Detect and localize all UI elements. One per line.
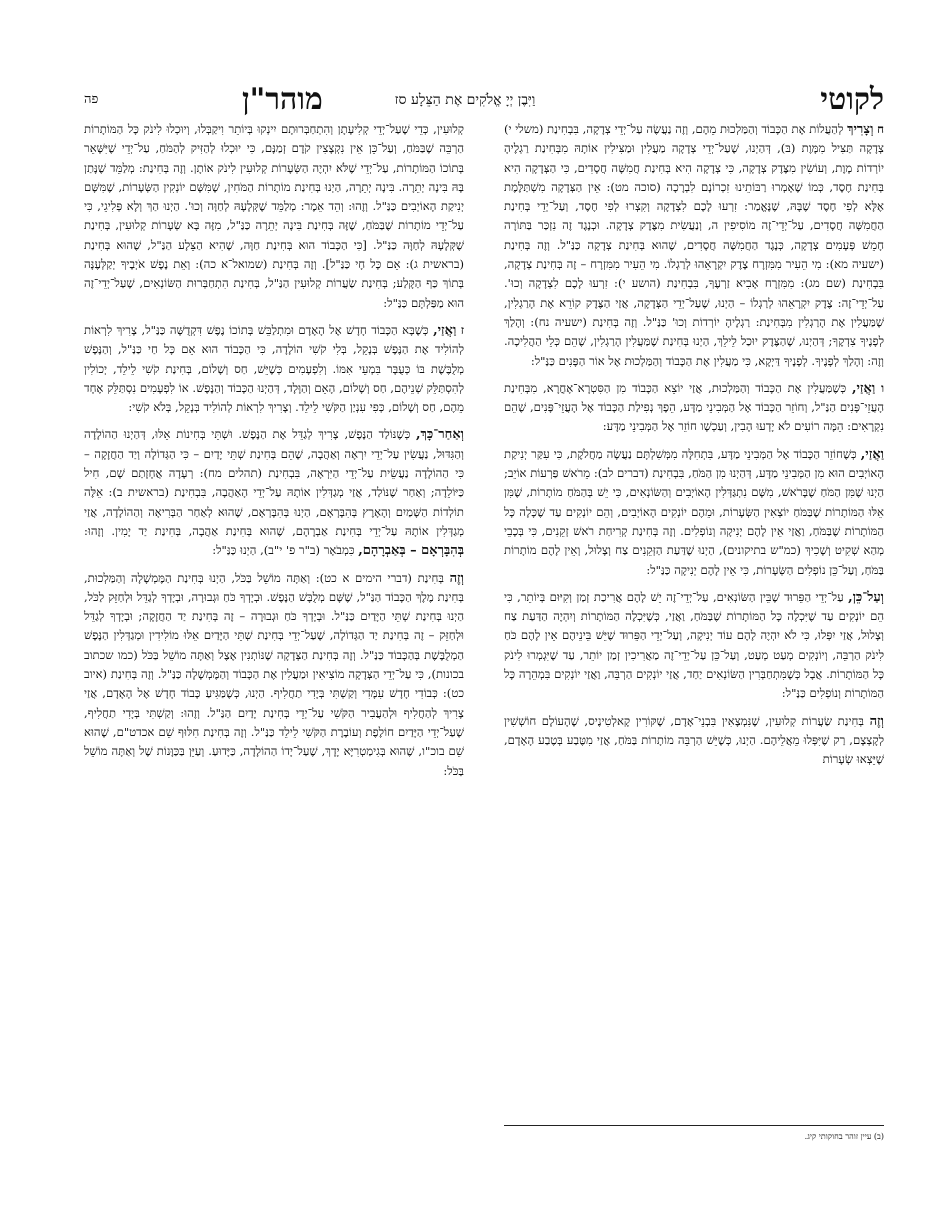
paragraph-text: כְּשֶׁמַּעֲלִין אֶת הַכָּבוֹד וְהַמַּלְכוּת, אֲזַי יוֹצֵא הַכָּבוֹד מִן הַסִּטְרָא־אָחֳרָא, מִבְּחִינַת הָעֲזֵי־פָּנִים הַנַּ"ל, וְחוֹזֵר הַכָּבוֹד אֶל הַמְּבִינֵי מַדָּע, הֵפֶךְ נְפִילַת הַכָּבוֹד אֶל הָעֲזֵי־פָּנִים, שֶׁהֵם נִקְרָאִים: הֵמָּה רוֹעִים לֹא יָדְעוּ הָבִין, וְעַכְשָׁו חוֹזֵר אֶל הַמְּבִינֵי מַדָּע: [504, 380, 884, 434]
paragraph-text: כְּשֶׁנּוֹלַד הַנֶּפֶשׁ, צָרִיךְ לְגַדֵּל אֶת הַנֶּפֶשׁ. וּשְׁתֵּי בְּחִינוֹת אֵלּוּ, דְּהַיְנוּ הַהוֹלָדָה וְהַגִּדּוּל, נַעֲשִׂין עַל־יְדֵי יִרְאָה וְאַהֲבָה, שֶׁהֵם בְּחִינַת שְׁתֵּי יָדַיִם – כִּי הַגְּדוֹלָה וְיַד הַחֲזָקָה – כִּי הַהוֹלָדָה נַעֲשֵׂית עַל־יְדֵי הַיִּרְאָה, בִּבְחִינַת (תהלים מח): רְעָדָה אֲחָזָתַם שָׁם, חִיל כַּיּוֹלֵדָה; וְאַחַר שֶׁנּוֹלַד, אֲזַי מְגַדְּלִין אוֹתָהּ עַל־יְדֵי הָאַהֲבָה, בִּבְחִינַת (בראשית ב): אֵלֶּה תוֹלְדוֹת הַשָּׁמַיִם וְהָאָרֶץ בְּהִבָּרְאָם, הַיְנוּ בְּהִבָּרְאָם, שֶׁהוּא לְאַחַר הַבְּרִיאָה וְהַהוֹלָדָה, אֲזַי מְגַדְּלִין אוֹתָהּ עַל־יְדֵי בְּחִינַת אַבְרָהָם, שֶׁהוּא בְּחִינַת אַהֲבָה, בְּחִינַת יַד יָמִין. וְזֶהוּ: [84, 427, 464, 538]
text-column-left [84, 120, 464, 1120]
running-title-moharan: מוהר"ן [242, 82, 323, 117]
paragraph-lead-word: וְזֶה [869, 713, 884, 729]
paragraph-vezeh-left [84, 569, 464, 781]
paragraph-veachar-kach [84, 425, 464, 560]
paragraph-lead-word: וְצָרִיךְ [847, 122, 874, 137]
paragraph-text-tail: כִּמְבֹאָר (ב"ר פ' י"ב), הַיְנוּ כַּנַּ"ל: [212, 543, 355, 558]
paragraph-lead-word: וְזֶה [449, 570, 464, 586]
paragraph-lead-word: וַאֲזַי, [433, 322, 457, 338]
paragraph-lead-word: וַאֲזַי, [860, 446, 884, 462]
section-6-paragraph [504, 379, 884, 437]
paragraph-lead-word: וְאַחַר־כָּךְ, [416, 427, 464, 443]
page-number: פה [84, 92, 99, 107]
section-number: ח [877, 122, 884, 136]
paragraph-text: כְּשֶׁבָּא הַכָּבוֹד חָדָשׁ אֶל הָאָדָם וּמִתְלַבֵּשׁ בְּתוֹכוֹ נֶפֶשׁ דִּקְדֻשָּׁה כַּנַּ"ל, צָרִיךְ לִרְאוֹת לְהוֹלִיד אֶת הַנֶּפֶשׁ בְּנָקֵל, בְּלִי קֹשִׁי הוֹלָדָה, כִּי הַכָּבוֹד הוּא אֵם כָּל חַי כַּנַּ"ל, וְהַנֶּפֶשׁ מְלֻבֶּשֶׁת בּוֹ כְּעֻבָּר בִּמְעֵי אִמּוֹ. וְלִפְעָמִים כְּשֶׁיֵּשׁ, חַס וְשָׁלוֹם, בְּחִינַת קֹשִׁי לֵילֵד, יְכוֹלִין לְהִסְתַּלֵּק שְׁנֵיהֶם, חַס וְשָׁלוֹם, הָאֵם וְהַוָּלָד, דְּהַיְנוּ הַכָּבוֹד וְהַנֶּפֶשׁ. אוֹ לִפְעָמִים נִסְתַּלֵּק אֶחָד מֵהֶם, חַס וְשָׁלוֹם, כְּפִי עִנְיַן הַקֹּשִׁי לֵילֵד. וְצָרִיךְ לִרְאוֹת לְהוֹלִיד בְּנָקֵל, בְּלֹא קֹשִׁי: [84, 322, 464, 415]
text-column-right [504, 120, 884, 1120]
section-number: ז [460, 322, 464, 337]
paragraph-text: כְּשֶׁחוֹזֵר הַכָּבוֹד אֶל הַמְּבִינֵי מַדָּע, בִּתְחִלָּה מִמְּשִׁלְתָּם נַעֲשָׂה מַחֲלֹקֶת, כִּי עִקַּר יְנִיקַת הָאוֹיְבִים הוּא מִן הַמְּבִינֵי מַדָּע, דְּהַיְנוּ מִן הַמֹּחַ, בִּבְחִינַת (דברים לב): מֵרֹאשׁ פַּרְעוֹת אוֹיֵב; הַיְנוּ שֶׁמִּן הַמֹּחַ שֶׁבָּרֹאשׁ, מִשָּׁם נִתְגַּדְּלִין הָאוֹיְבִים וְהַשּׂוֹנְאִים, כִּי יֵשׁ בְּהַמֹּחַ מוֹתָרוֹת, שֶׁמִּן אֵלּוּ הַמּוֹתָרוֹת שֶׁבַּמֹּחַ יוֹצְאִין הַשְּׂעָרוֹת, וּמֵהֶם יוֹנְקִים הָאוֹיְבִים, וְהֵם יוֹנְקִים עַד שֶׁכָּלָה כָּל הַמּוֹתָרוֹת שֶׁבַּמֹּחַ, וַאֲזַי אֵין לָהֶם יְנִיקָה וְנוֹפְלִים. וְזֶה בְּחִינַת קְרִיחַת רֹאשׁ זְקֵנִים, כִּי בְּכָבֵי מְהַא שְׁקִיט וְשָׁכִיךְ (כמ"ש בתיקונים), הַיְנוּ שֶׁדַּעַת הַזְּקֵנִים צַח וְצָלוּל, וְאֵין לָהֶם מוֹתָרוֹת בַּמֹּחַ, וְעַל־כֵּן נוֹפְלִים הַשְּׂעָרוֹת, כִּי אֵין לָהֶם יְנִיקָה כַּנַּ"ל: [504, 446, 884, 577]
paragraph-text: בְּחִינַת (דברי הימים א כט): וְאַתָּה מוֹשֵׁל בַּכֹּל, הַיְנוּ בְּחִינַת הַמֶּמְשָׁלָה וְהַמַּלְכוּת, בְּחִינַת מֶלֶךְ הַכָּבוֹד הַנַּ"ל, שֶׁשָּׁם מְלֻבָּשׁ הַנֶּפֶשׁ. וּבְיָדְךָ כֹּחַ וּגְבוּרָה, וּבְיָדְךָ לְגַדֵּל וּלְחַזֵּק לַכֹּל, הַיְנוּ בְּחִינַת שְׁתֵּי הַיָּדַיִם כַּנַּ"ל. וּבְיָדְךָ כֹּחַ וּגְבוּרָה – זֶה בְּחִינַת יַד הַחֲזָקָה; וּבְיָדְךָ לְגַדֵּל וּלְחַזֵּק – זֶה בְּחִינַת יַד הַגְּדוֹלָה, שֶׁעַל־יְדֵי בְּחִינַת שְׁתֵּי הַיָּדַיִם אֵלּוּ מוֹלִידִין וּמְגַדְּלִין הַנֶּפֶשׁ הַמְלֻבֶּשֶׁת בְּהַכָּבוֹד כַּנַּ"ל. וְזֶה בְּחִינַת הַצְּדָקָה שֶׁנּוֹתְנִין אֶצֶל וְאַתָּה מוֹשֵׁל בַּכֹּל (כמו שכתוב בכונות), כִּי עַל־יְדֵי הַצְּדָקָה מוֹצִיאִין וּמַעֲלִין אֶת הַכָּבוֹד וְהַמֶּמְשָׁלָה כַּנַּ"ל. וְזֶה בְּחִינַת (איוב כט): כְּבוֹדִי חָדָשׁ עִמָּדִי וְקַשְׁתִּי בְּיָדִי תַחֲלִיף. הַיְנוּ, כְּשֶׁמַּגִּיעַ כָּבוֹד חָדָשׁ אֶל הָאָדָם, אֲזַי צָרִיךְ לְהַחֲלִיף וּלְהַעֲבִיר הַקֹּשִׁי עַל־יְדֵי בְּחִינַת יָדַיִם הַנַּ"ל. וְזֶהוּ: וְקַשְׁתִּי בְּיָדִי תַחֲלִיף, שֶׁעַל־יְדֵי הַיָּדַיִם חוֹלֶפֶת וְעוֹבֶרֶת הַקֹּשִׁי לֵילֵד כַּנַּ"ל. וְזֶה בְּחִינַת חִלּוּף שֵׁם אכדט"ם, שֶׁהוּא שֵׁם בוכ"ו, שֶׁהוּא בְּגִימַטְרִיָּא יָדָךְ, שֶׁעַל־יָדוֹ הַהוֹלָדָה, כַּיָּדוּעַ. וְעַיֵּן בַּכַּוָּנוֹת שֶׁל וְאַתָּה מוֹשֵׁל בַּכֹּל: [84, 570, 464, 778]
footnote: (ב) עיין זוהר בחוקותי קיג. [804, 1132, 884, 1141]
paragraph-bold-phrase: בְּהִבָּרְאָם – בְּאַבְרָהָם, [358, 543, 464, 559]
paragraph-vezeh [504, 712, 884, 770]
paragraph-lead-word: וַאֲזַי, [852, 380, 876, 396]
footnote-divider [504, 1125, 884, 1126]
paragraph-lead-word: וְעַל־כֵּן, [848, 589, 884, 605]
paragraph-veal-ken [504, 588, 884, 704]
paragraph-vaazai [504, 445, 884, 580]
paragraph-text: לְהַעֲלוֹת אֶת הַכָּבוֹד וְהַמַּלְכוּת מֵהֶם, וְזֶה נַעֲשֶׂה עַל־יְדֵי צְדָקָה, בִּבְחִינַת (משלי י) צְדָקָה תַּצִּיל מִמָּוֶת (בּ), דְּהַיְנוּ, שֶׁעַל־יְדֵי צְדָקָה מַעֲלִין וּמַצִּילִין אוֹתָהּ מִבְּחִינַת רַגְלֶיהָ יוֹרְדוֹת מָוֶת, וְעוֹשִׂין מִצֶּדֶק צְדָקָה, כִּי צְדָקָה הִיא בְּחִינַת חֲמִשָּׁה חֲסָדִים, כִּי הַצְּדָקָה הִיא בְּחִינַת חֶסֶד, כְּמוֹ שֶׁאָמְרוּ רַבּוֹתֵינוּ זִכְרוֹנָם לִבְרָכָה (סוכה מט): אֵין הַצְּדָקָה מִשְׁתַּלֶּמֶת אֶלָּא לְפִי חֶסֶד שֶׁבָּהּ, שֶׁנֶּאֱמַר: זִרְעוּ לָכֶם לִצְדָקָה וְקִצְרוּ לְפִי חֶסֶד, וְעַל־יְדֵי בְּחִינַת הַחֲמִשָּׁה חֲסָדִים, עַל־יְדֵי־זֶה מוֹסִיפִין ה, וְנַעֲשִׂית מִצֶּדֶק צְדָקָה. וּכְנֶגֶד זֶה נִזְכַּר בַּתּוֹרָה חָמֵשׁ פְּעָמִים צְדָקָה, כְּנֶגֶד הַחֲמִשָּׁה חֲסָדִים, שֶׁהוּא בְּחִינַת צְדָקָה כַּנַּ"ל. וְזֶה בְּחִינַת (ישעיה מא): מִי הֵעִיר מִמִּזְרָח צֶדֶק יִקְרָאֵהוּ לְרַגְלוֹ. מִי הֵעִיר מִמִּזְרָח – זֶה בְּחִינַת צְדָקָה, בִּבְחִינַת (שם מג): מִמִּזְרָח אָבִיא זַרְעֶךָ, בִּבְחִינַת (הושע י): זִרְעוּ לָכֶם לִצְדָקָה וְכוּ'. עַל־יְדֵי־זֶה: צֶדֶק יִקְרָאֵהוּ לְרַגְלוֹ – הַיְנוּ, שֶׁעַל־יְדֵי הַצְּדָקָה, אֲזַי הַצֶּדֶק קוֹרֵא אֶת הָרַגְלִין, שֶׁמַּעֲלִין אֶת הָרַגְלִין מִבְּחִינַת: רַגְלֶיהָ יוֹרְדוֹת וְכוּ' כַּנַּ"ל. וְזֶה בְּחִינַת (ישעיה נח): וְהָלַךְ לְפָנֶיךָ צִדְקֶךָ; דְּהַיְנוּ, שֶׁהַצֶּדֶק יוּכַל לֵילֵךְ, הַיְנוּ בְּחִינַת שֶׁמַּעֲלִין הָרַגְלִין, שֶׁהֵם כְּלֵי הַהֲלִיכָה. וְזֶה: וְהָלַךְ לְפָנֶיךָ. לְפָנֶיךָ דַּיְקָא, כִּי מַעֲלִין אֶת הַכָּבוֹד וְהַמַּלְכוּת אֶל אוֹר הַפָּנִים כַּנַּ"ל: [504, 122, 884, 368]
paragraph-continuation [84, 120, 464, 313]
section-8-paragraph [504, 120, 884, 371]
running-title-likutei: לקוטי [820, 82, 884, 117]
paragraph-text: קְלוּעִין, כְּדֵי שֶׁעַל־יְדֵי קְלִיעָתָן וְהִתְחַבְּרוּתָם יִינְקוּ בְּיוֹתֵר וִיקַבְּלוּ, וְיוּכְלוּ לִינֹק כָּל הַמּוֹתָרוֹת הַרְבֵּה שֶׁבַּמֹּחַ, וְעַל־כֵּן אֵין נִקְצָצִין קֹדֶם זְמַנָּם, כִּי יוּכְלוּ לְהַזִּיק לְהַמֹּחַ, עַל־יְדֵי שֶׁיִּשָּׁאֵר בְּתוֹכוֹ הַמּוֹתָרוֹת, עַל־יְדֵי שֶׁלֹּא יִהְיֶה הַשְּׂעָרוֹת קְלוּעִין לִינֹק אוֹתָן. וְזֶה בְּחִינַת: מְלַמֵּד שֶׁנָּתַן בָּהּ בִּינָה יְתֵרָה. בִּינָה יְתֵרָה, הַיְנוּ בְּחִינַת מוֹתָרוֹת הַמֹּחִין, שֶׁמִּשָּׁם יוֹנְקִין הַשְּׂעָרוֹת, שֶׁמִּשָּׁם יְנִיקַת הָאוֹיְבִים כַּנַּ"ל. וְזֶהוּ: וְהֵד אֵמֶר: מְלַמֵּד שֶׁקְּלָעָהּ לְחַוָּה וְכוּ'. הַיְנוּ הַךְ וְלָא פְּלִיגֵי, כִּי עַל־יְדֵי מוֹתָרוֹת שֶׁבַּמֹּחַ, שֶׁזֶּה בְּחִינַת בִּינָה יְתֵרָה כַּנַּ"ל, מִזֶּה בָּא שְׂעָרוֹת קְלוּעִין, בְּחִינַת שֶׁקְּלָעָהּ לְחַוָּה כַּנַּ"ל. [כִּי הַכָּבוֹד הוּא בְּחִינַת חַוָּה, שֶׁהִיא הַצֵּלָע הַנַּ"ל, שֶׁהוּא בְּחִינַת (בראשית ג): אֵם כָּל חָי כַּנַּ"ל]. וְזֶה בְּחִינַת (שמואל־א כה): וְאֵת נֶפֶשׁ אֹיְבֶיךָ יְקַלְּעֶנָּה בְּתוֹךְ כַּף הַקָּלַע; בְּחִינַת שַׂעֲרוֹת קְלוּעִין הַנַּ"ל, בְּחִינַת הִתְחַבְּרוּת הַשּׂוֹנְאִים, שֶׁעַל־יְדֵי־זֶה הוּא מַפַּלְתָּם כַּנַּ"ל: [84, 122, 464, 310]
paragraph-text: בְּחִינַת שַׂעֲרוֹת קְלוּעִין, שֶׁנִּמְצָאִין בִּבְנֵי־אָדָם, שֶׁקּוֹרִין קָאלְטִינֶיס, שֶׁהָעוֹלָם חוֹשְׁשִׁין לְקָצְצָם, רַק שֶׁיִּפְּלוּ מֵאֲלֵיהֶם. הַיְנוּ, כְּשֶׁיֵּשׁ הַרְבֵּה מוֹתָרוֹת בַּמֹּחַ, אֲזַי מִטֶּבַע בְּטֶבַע הָאָדָם, שֶׁיֵּצְאוּ שְׂעָרוֹת [504, 713, 884, 767]
section-7-paragraph [84, 321, 464, 417]
section-number: ו [881, 380, 884, 395]
paragraph-text: עַל־יְדֵי הַפֵּרוּד שֶׁבֵּין הַשּׂוֹנְאִים, עַל־יְדֵי־זֶה יֵשׁ לָהֶם אֲרִיכַת זְמַן וְקִיּוּם בְּיוֹתֵר, כִּי הֵם יוֹנְקִים עַד שֶׁיִּכְלֶה כָּל הַמּוֹתָרוֹת שֶׁבַּמֹּחַ, וַאֲזַי, כְּשֶׁיִּכְלֶה הַמּוֹתָרוֹת וְיִהְיֶה הַדַּעַת צַח וְצָלוּל, אֲזַי יִפְּלוּ, כִּי לֹא יִהְיֶה לָהֶם עוֹד יְנִיקָה, וְעַל־יְדֵי הַפֵּרוּד שֶׁיֵּשׁ בֵּינֵיהֶם אֵין לָהֶם כֹּחַ לִינֹק הַרְבֵּה, וְיוֹנְקִים מְעַט מְעַט, וְעַל־כֵּן עַל־יְדֵי־זֶה מַאֲרִיכִין זְמַן יוֹתֵר, עַד שֶׁיִּגְמְרוּ לִינֹק כָּל הַמּוֹתָרוֹת. אֲבָל כְּשֶׁמִּתְחַבְּרִין הַשּׂוֹנְאִים יַחַד, אֲזַי יוֹנְקִים הַרְבֵּה, וַאֲזַי יוֹנְקִים בִּמְהֵרָה כָּל הַמּוֹתָרוֹת וְנוֹפְלִים כַּנַּ"ל: [504, 589, 884, 701]
running-subtitle: וַיִּבֶן יְיָ אֱלֹקִים אֶת הַצֵּלָע סז [394, 92, 536, 108]
